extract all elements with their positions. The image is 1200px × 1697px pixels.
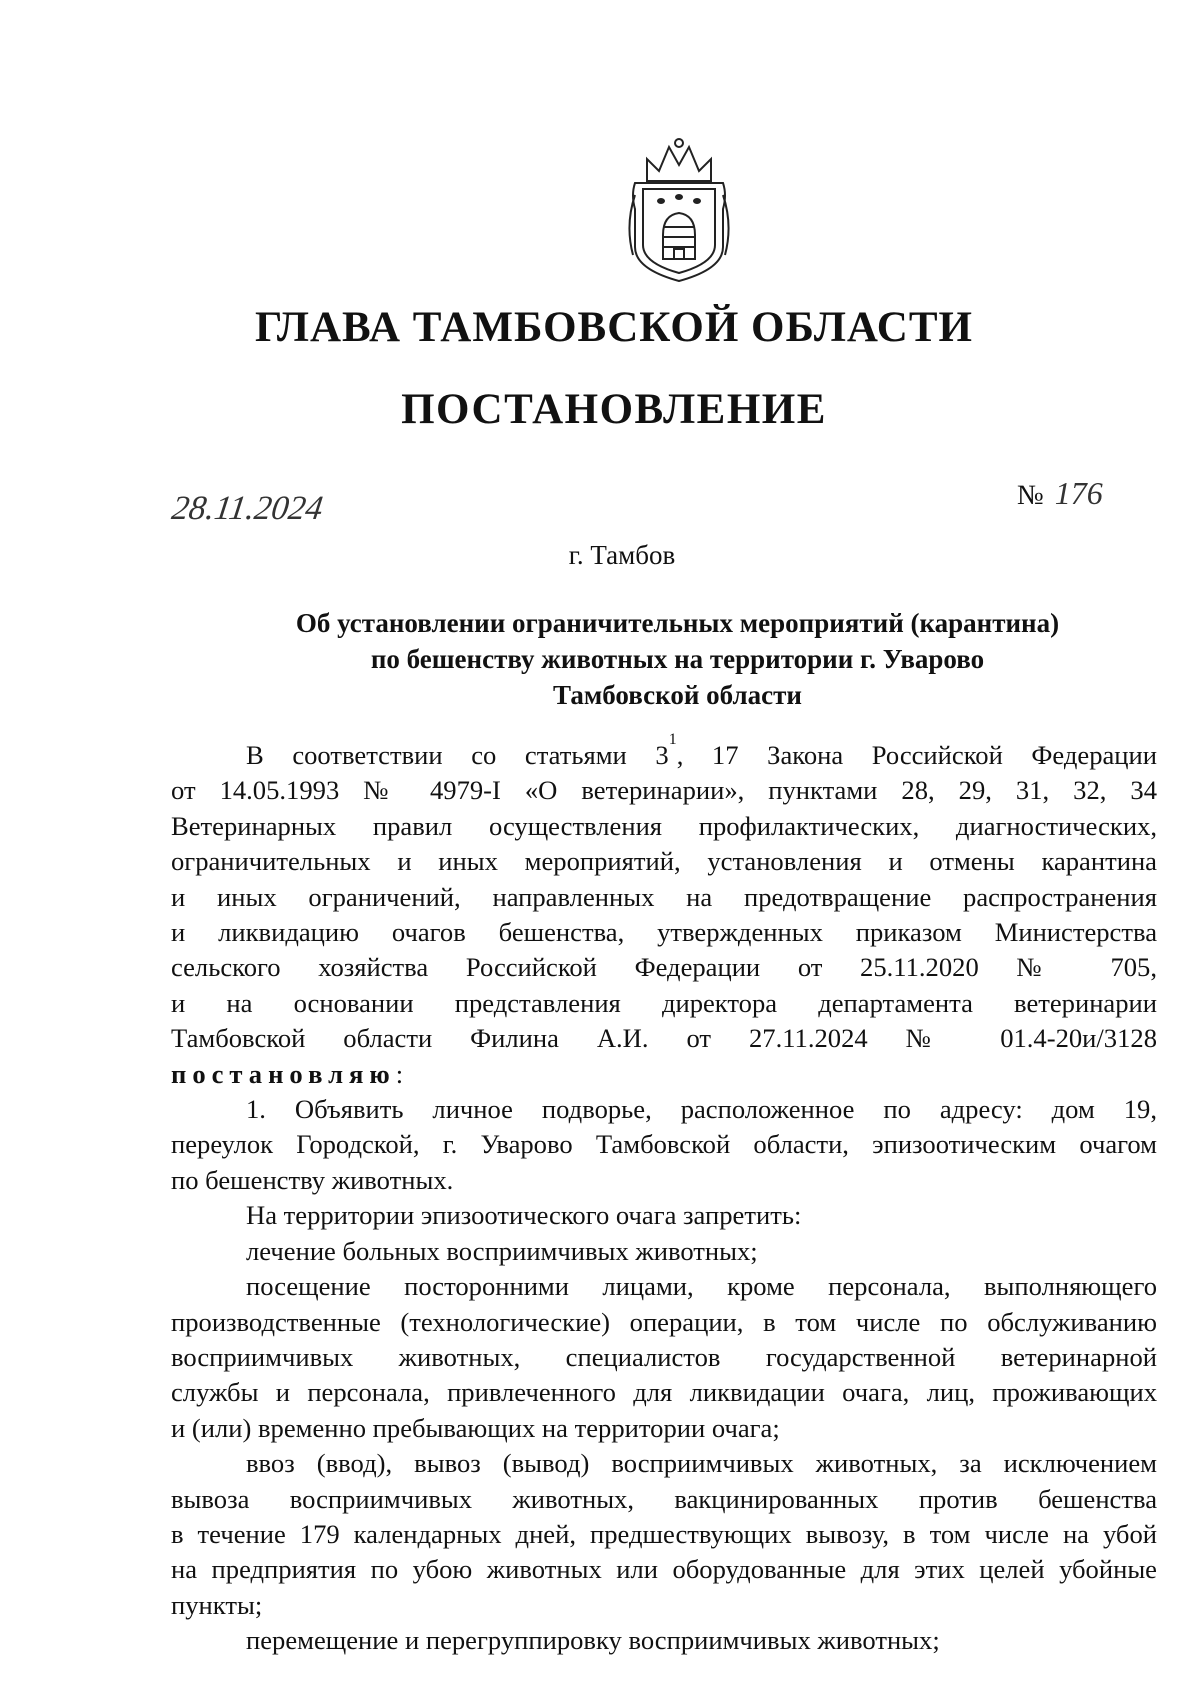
body-line: вывоза восприимчивых животных, вакцинированных против бешенства xyxy=(171,1483,1157,1514)
tambov-coat-of-arms-icon xyxy=(613,135,745,285)
number-value: 176 xyxy=(1054,475,1103,511)
document-date: 28.11.2024 xyxy=(169,490,326,527)
body-line: производственные (технологические) операции, в том числе по обслуживанию xyxy=(171,1306,1157,1337)
body-line: На территории эпизоотического очага запретить: xyxy=(246,1200,802,1231)
decree-keyword: постановляю xyxy=(171,1058,396,1089)
number-prefix: № xyxy=(1017,480,1044,511)
body-line: посещение посторонними лицами, кроме персонала, выполняющего xyxy=(246,1271,1157,1302)
body-line: и ликвидацию очагов бешенства, утвержденных приказом Министерства xyxy=(171,917,1157,948)
body-line: перемещение и перегруппировку восприимчивых животных; xyxy=(246,1625,940,1656)
body-line: Ветеринарных правил осуществления профилактических, диагностических, xyxy=(171,810,1157,841)
document-type: ПОСТАНОВЛЕНИЕ xyxy=(401,386,827,433)
body-line: восприимчивых животных, специалистов государственной ветеринарной xyxy=(171,1341,1157,1372)
title-line: Об установлении ограничительных мероприятий (карантина) xyxy=(295,608,1060,638)
title-line: Тамбовской области xyxy=(553,680,802,710)
document-body xyxy=(171,731,1157,1659)
body-line: службы и персонала, привлеченного для ликвидации очага, лиц, проживающих xyxy=(171,1377,1157,1408)
text-span: , 17 Закона Российской Федерации xyxy=(676,740,1157,770)
issuing-authority: ГЛАВА ТАМБОВСКОЙ ОБЛАСТИ xyxy=(255,304,973,351)
body-line: на предприятия по убою животных или оборудованные для этих целей убойные xyxy=(171,1554,1157,1585)
issue-city: г. Тамбов xyxy=(568,540,676,570)
text-span: В соответствии со статьями 3 xyxy=(246,740,669,770)
body-line: 1. Объявить личное подворье, расположенное по адресу: дом 19, xyxy=(246,1094,1157,1125)
body-line: по бешенству животных. xyxy=(171,1164,454,1195)
body-line: в течение 179 календарных дней, предшествующих вывозу, в том числе на убой xyxy=(171,1518,1157,1549)
body-line: и иных ограничений, направленных на предотвращение распространения xyxy=(171,881,1157,912)
document-title xyxy=(160,605,1160,713)
body-line: переулок Городской, г. Уварово Тамбовской области, эпизоотическим очагом xyxy=(171,1129,1157,1160)
superscript: 1 xyxy=(668,731,677,748)
text-span: : xyxy=(395,1058,404,1089)
body-line: Тамбовской области Филина А.И. от 27.11.2024 № 01.4-20и/3128 xyxy=(171,1023,1157,1054)
body-line xyxy=(171,731,1157,773)
body-line xyxy=(171,1057,1157,1092)
body-line: сельского хозяйства Российской Федерации от 25.11.2020 № 705, xyxy=(171,952,1157,983)
body-line: и на основании представления директора департамента ветеринарии xyxy=(171,987,1157,1018)
title-line: по бешенству животных на территории г. Уварово xyxy=(370,644,985,674)
body-line: ввоз (ввод), вывоз (вывод) восприимчивых животных, за исключением xyxy=(246,1448,1157,1479)
body-line: лечение больных восприимчивых животных; xyxy=(246,1235,758,1266)
body-line: от 14.05.1993 № 4979-I «О ветеринарии», пунктами 28, 29, 31, 32, 34 xyxy=(171,775,1157,806)
body-line: и (или) временно пребывающих на территории очага; xyxy=(171,1412,780,1443)
body-line: ограничительных и иных мероприятий, установления и отмены карантина xyxy=(171,846,1157,877)
document-number xyxy=(1017,475,1103,512)
body-line: пункты; xyxy=(171,1589,263,1620)
